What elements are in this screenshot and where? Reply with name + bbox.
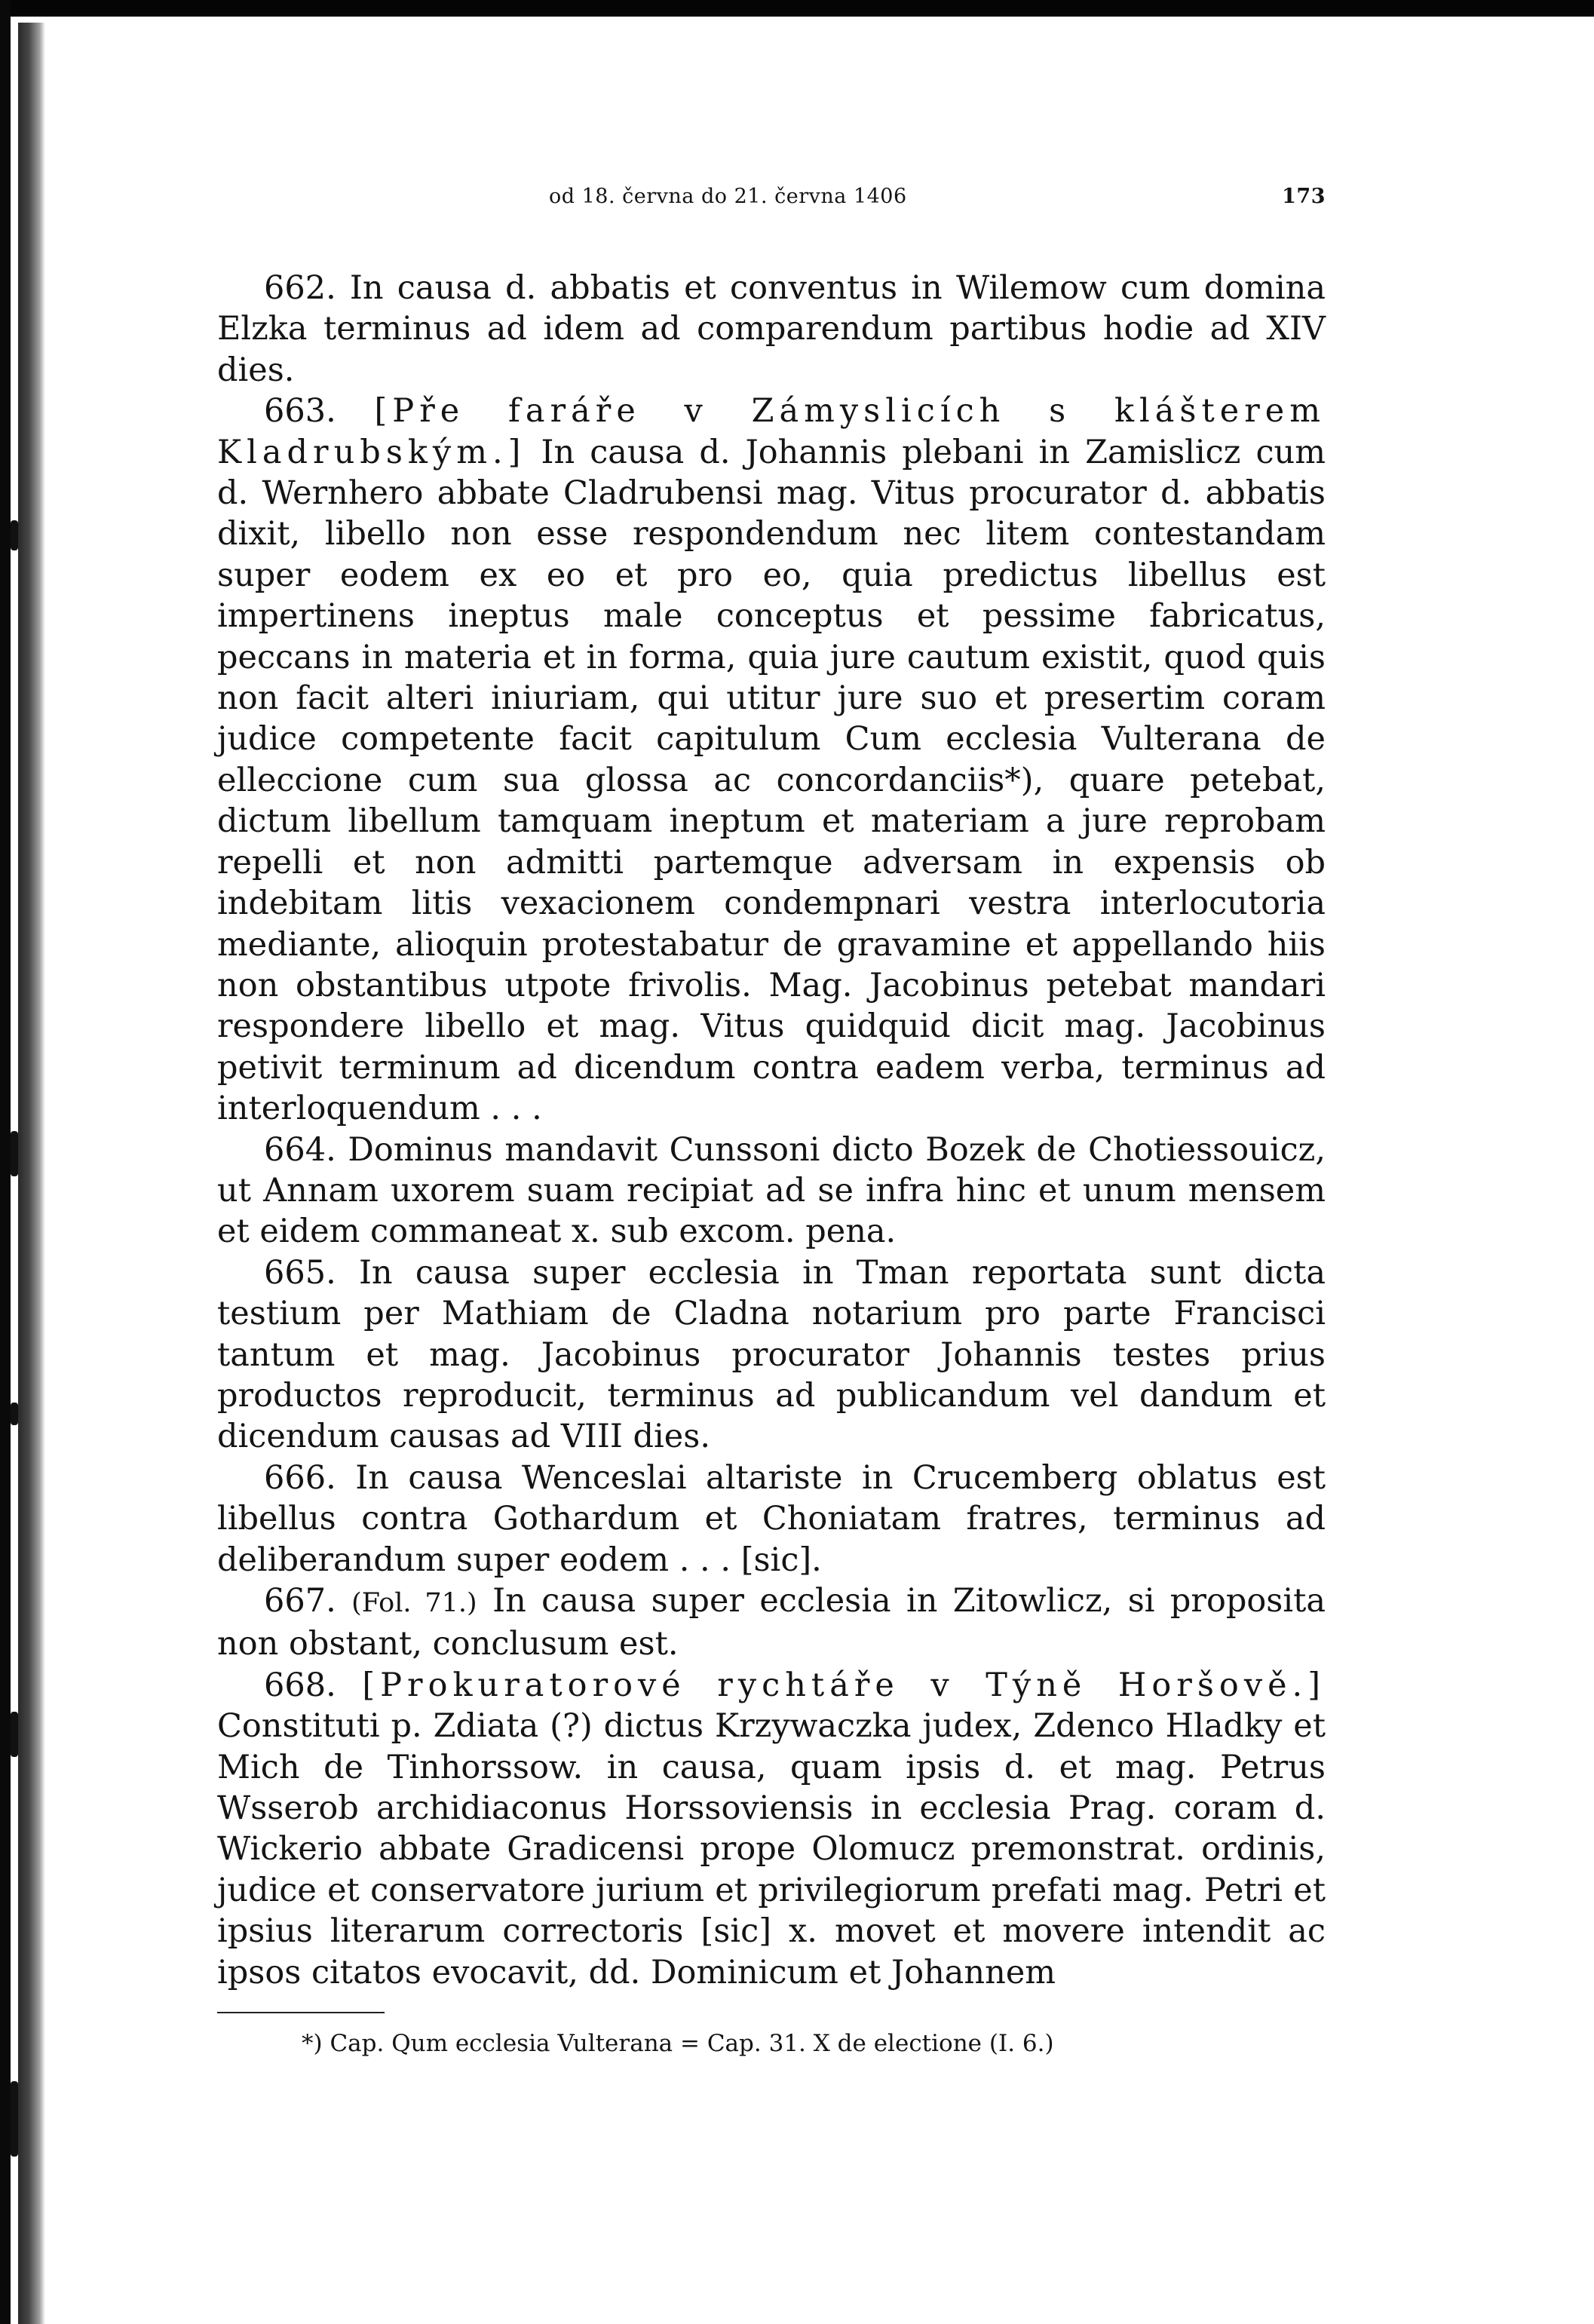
entry-heading: [Prokuratorové rychtáře v Týně Horšově.] (362, 1666, 1326, 1704)
entry-666 (217, 1458, 1326, 1581)
footnote: *) Cap. Qum ecclesia Vulterana = Cap. 31. X de electione (I. 6.) (302, 2030, 1054, 2057)
page (217, 177, 1326, 1993)
folio-reference: (Fol. 71.) (351, 1588, 477, 1618)
entry-text: 665. In causa super ecclesia in Tman reportata sunt dicta testium per Mathiam de Cladna notarium pro parte Francisci tantum et mag. Jacobinus procurator Johannis testes prius productos reproducit, terminus ad publicandum vel dandum et dicendum causas ad VIII dies. (217, 1253, 1326, 1456)
entry-665 (217, 1252, 1326, 1458)
scan-mark (11, 2081, 18, 2157)
scan-mark (11, 1712, 18, 1757)
entry-663 (217, 391, 1326, 1129)
entry-number: 668. (264, 1666, 336, 1704)
entry-text: 664. Dominus mandavit Cunssoni dicto Bozek de Chotiessouicz, ut Annam uxorem suam recipiat ad se infra hinc et unum mensem et eidem commaneat x. sub excom. pena. (217, 1130, 1326, 1251)
entry-text: In causa super ecclesia in Zitowlicz, si proposita non obstant, conclusum est. (217, 1582, 1326, 1663)
entry-number: 667. (264, 1582, 336, 1620)
body-text (217, 268, 1326, 1993)
entry-667 (217, 1581, 1326, 1665)
entry-heading: [Pře faráře v Zámyslicích s klášterem Kladrubským.] (217, 392, 1326, 471)
entry-text: 666. In causa Wenceslai altariste in Crucemberg oblatus est libellus contra Gothardum et Choniatam fratres, terminus ad deliberandum super eodem . . . [sic]. (217, 1458, 1326, 1579)
entry-text: 662. In causa d. abbatis et conventus in Wilemow cum domina Elzka terminus ad idem ad comparendum partibus hodie ad XIV dies. (217, 269, 1326, 389)
entry-664 (217, 1130, 1326, 1252)
scan-mark (11, 1403, 18, 1425)
running-head-title: od 18. června do 21. června 1406 (549, 185, 907, 208)
entry-number: 663. (264, 392, 336, 431)
scan-border-left (0, 0, 11, 2324)
entry-text: In causa d. Johannis plebani in Zamislicz cum d. Wernhero abbate Cladrubensi mag. Vitus procurator d. abbatis dixit, libello non esse respondendum nec litem contestandam super eodem ex eo et pro eo, quia predictus libellus est impertinens ineptus male conceptus et pessime fabricatus, peccans in materia et in forma, quia jure cautum existit, quod quis non facit alteri iniuriam, qui utitur jure suo et presertim coram judice competente facit capitulum Cum ecclesia Vulterana de elleccione cum sua glossa ac concordanciis*), quare petebat, dictum libellum tamquam ineptum et materiam a jure reprobam repelli et non admitti partemque adversam in expensis ob indebitam litis vexacionem condempnari vestra interlocutoria mediante, alioquin protestabatur de gravamine et appellando hiis non obstantibus utpote frivolis. Mag. Jacobinus petebat mandari respondere libello et mag. Vitus quidquid dicit mag. Jacobinus petivit terminum ad dicendum contra eadem verba, terminus ad interloquendum . . . (217, 433, 1326, 1128)
entry-662 (217, 268, 1326, 391)
entry-668 (217, 1665, 1326, 1993)
footnote-rule (217, 2012, 385, 2013)
entry-text: Constituti p. Zdiata (?) dictus Krzywaczka judex, Zdenco Hladky et Mich de Tinhorssow. in causa, quam ipsis d. et mag. Petrus Wsserob archidiaconus Horssoviensis in ecclesia Prag. coram d. Wickerio abbate Gradicensi prope Olomucz premonstrat. ordinis, judice et conservatore jurium et privilegiorum prefati mag. Petri et ipsius literarum correctoris [sic] x. movet et movere intendit ac ipsos citatos evocavit, dd. Dominicum et Johannem (217, 1707, 1326, 1991)
page-number: 173 (1282, 185, 1326, 208)
scan-border-top (0, 0, 1594, 17)
running-head (217, 177, 1326, 222)
scan-shadow-left (18, 23, 45, 2324)
scan-mark (11, 1131, 18, 1176)
scan-mark (11, 520, 18, 550)
